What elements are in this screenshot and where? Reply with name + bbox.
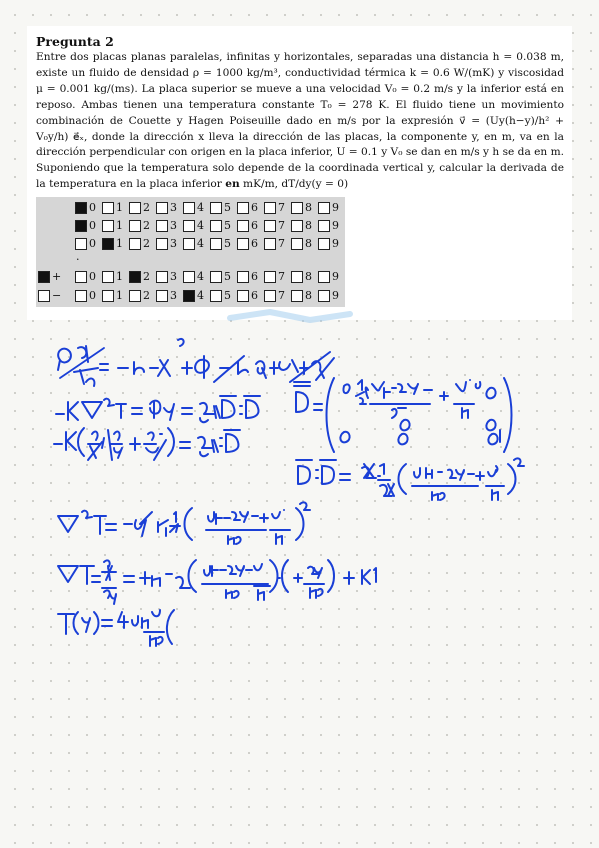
- digit-label: 8: [305, 201, 312, 214]
- hw-line-2: [56, 396, 260, 422]
- digit-label: 6: [251, 270, 258, 283]
- digit-label: 1: [116, 237, 123, 250]
- digit-label: 3: [170, 201, 177, 214]
- digit-label: 0: [89, 270, 96, 283]
- hw-line-3: [54, 428, 240, 460]
- digit-label: 2: [143, 270, 150, 283]
- digit-label: 1: [116, 201, 123, 214]
- hw-tensor-D: [294, 378, 512, 452]
- digit-label: 6: [251, 289, 258, 302]
- digit-label: 3: [170, 289, 177, 302]
- hw-line-1: [58, 339, 334, 386]
- digit-label: 6: [251, 237, 258, 250]
- digit-label: 8: [305, 219, 312, 232]
- digit-label: 3: [170, 219, 177, 232]
- digit-label: 5: [224, 289, 231, 302]
- digit-label: 7: [278, 270, 285, 283]
- decimal-separator: .: [76, 250, 80, 263]
- watermark-mark: [230, 312, 350, 320]
- digit-label: 5: [224, 270, 231, 283]
- digit-label: 4: [197, 270, 204, 283]
- question-emphasis: en: [225, 178, 240, 191]
- digit-label: 7: [278, 237, 285, 250]
- digit-label: 2: [143, 237, 150, 250]
- digit-label: 8: [305, 289, 312, 302]
- digit-label: 2: [143, 219, 150, 232]
- digit-label: 9: [332, 219, 339, 232]
- digit-label: 4: [197, 219, 204, 232]
- digit-label: 5: [224, 237, 231, 250]
- digit-label: 1: [116, 270, 123, 283]
- digit-label: 5: [224, 201, 231, 214]
- digit-label: 0: [89, 219, 96, 232]
- digit-label: 3: [170, 237, 177, 250]
- digit-label: 4: [197, 237, 204, 250]
- digit-label: 8: [305, 237, 312, 250]
- hw-Ty: [58, 610, 174, 646]
- sign-label: −: [52, 289, 62, 302]
- hw-laplacian: [58, 502, 310, 544]
- digit-label: 3: [170, 270, 177, 283]
- digit-label: 6: [251, 201, 258, 214]
- digit-label: 2: [143, 201, 150, 214]
- hw-gradient: [58, 560, 376, 604]
- question-title: Pregunta 2: [36, 34, 114, 49]
- digit-label: 1: [116, 289, 123, 302]
- digit-label: 9: [332, 270, 339, 283]
- digit-label: 6: [251, 219, 258, 232]
- question-body: Entre dos placas planas paralelas, infinitas y horizontales, separadas una distancia h = 0.038 m, existe un fluido de densidad ρ = 1000 kg/m³, conductividad térmica k = 0.6 W/(mK) y viscosidad μ = 0.001 kg/(ms). La placa superior se mueve a una velocidad V₀ = 0.2 m/s y la inferior está en reposo. Ambas tienen una temperatura constante T₀ = 278 K. El fluido tiene un movimiento combinación de Couette y Hagen Poiseuille dado en m/s por la expresión v⃗ = (Uy(h−y)/h² + V₀y/h) e⃗ₓ, donde la dirección x lleva la dirección de las placas, la componente y, en m, va en la dirección perpendicular con origen en la placa inferior, U = 0.1 y V₀ se dan en m/s y h se da en m. Suponiendo que la temperatura solo depende de la coordinada vertical y, calcular la derivada de la temperatura en la placa inferior: [36, 51, 565, 191]
- digit-label: 2: [143, 289, 150, 302]
- question-tail: mK/m, dT/dy(y = 0): [243, 178, 349, 191]
- digit-label: 0: [89, 201, 96, 214]
- digit-label: 8: [305, 270, 312, 283]
- digit-label: 7: [278, 289, 285, 302]
- sign-label: +: [52, 270, 62, 283]
- digit-label: 0: [89, 289, 96, 302]
- digit-label: 9: [332, 289, 339, 302]
- digit-label: 0: [89, 237, 96, 250]
- digit-label: 1: [116, 219, 123, 232]
- digit-label: 7: [278, 201, 285, 214]
- digit-label: 9: [332, 237, 339, 250]
- digit-label: 7: [278, 219, 285, 232]
- digit-label: 5: [224, 219, 231, 232]
- digit-label: 4: [197, 201, 204, 214]
- hw-DD: [296, 458, 524, 500]
- digit-label: 4: [197, 289, 204, 302]
- digit-label: 9: [332, 201, 339, 214]
